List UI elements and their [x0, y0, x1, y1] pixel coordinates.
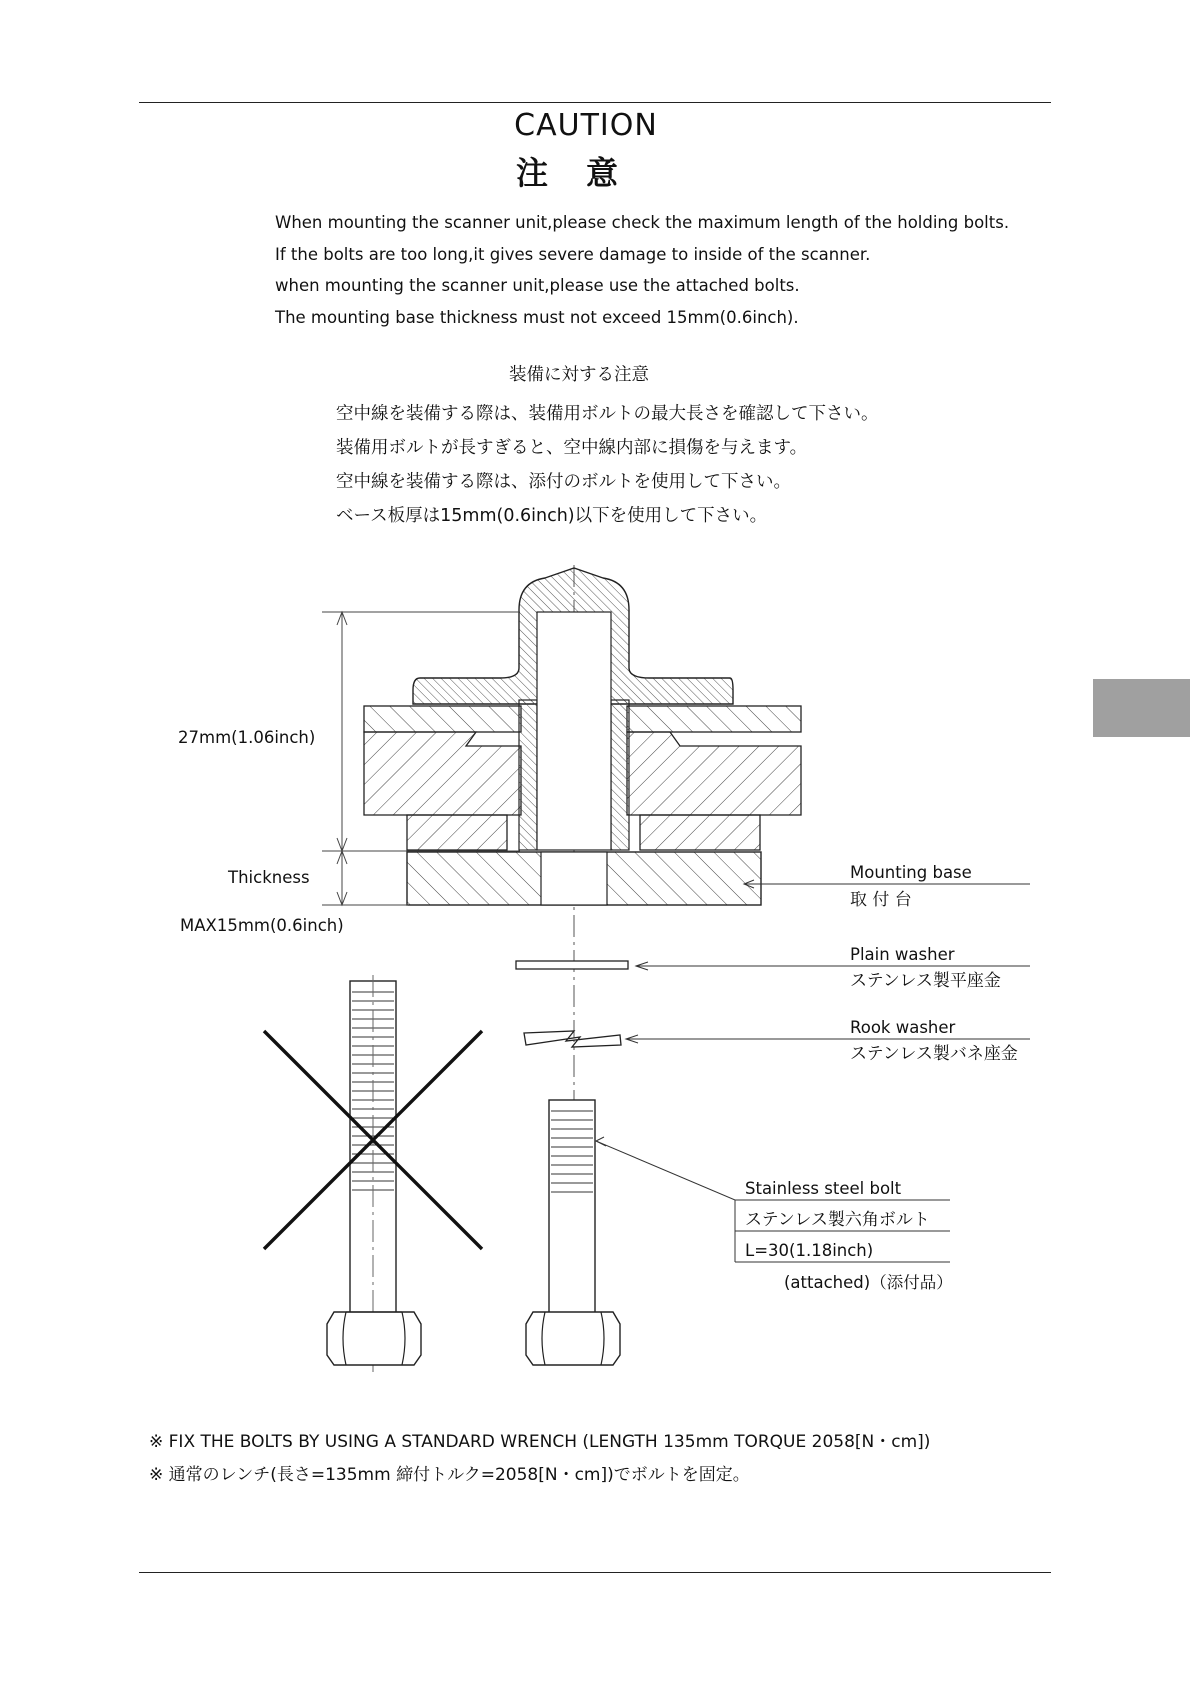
- plate-mid-right: [627, 732, 801, 815]
- insert-wall-left: [519, 700, 537, 850]
- instruction-line: When mounting the scanner unit,please check the maximum length of the holding bolts.: [275, 213, 1010, 232]
- plate-top-left: [364, 706, 521, 732]
- plate-low-left: [407, 815, 507, 850]
- rook-washer-label-ja: ステンレス製バネ座金: [850, 1044, 1018, 1064]
- bottom-rule: [139, 1572, 1051, 1573]
- bolt-length-label: L=30(1.18inch): [745, 1241, 874, 1260]
- thickness-max-label: MAX15mm(0.6inch): [180, 916, 344, 935]
- title-ja: 注意: [515, 154, 656, 192]
- base-hole: [541, 852, 607, 905]
- note-ja: ※ 通常のレンチ(長さ=135mm 締付トルク=2058[N・cm])でボルトを固定。: [149, 1465, 750, 1485]
- title-en: CAUTION: [514, 108, 658, 143]
- bolt-label-ja: ステンレス製六角ボルト: [745, 1210, 930, 1230]
- rook-washer-label-en: Rook washer: [850, 1018, 956, 1037]
- plain-washer-label-en: Plain washer: [850, 945, 955, 964]
- insert-wall-right: [611, 700, 629, 850]
- instruction-line-ja: ベース板厚は15mm(0.6inch)以下を使用して下さい。: [336, 506, 768, 526]
- instruction-line: The mounting base thickness must not exceed 15mm(0.6inch).: [275, 307, 799, 327]
- instruction-line-ja: 空中線を装備する際は、添付のボルトを使用して下さい。: [336, 472, 791, 492]
- instruction-line: If the bolts are too long,it gives severe damage to inside of the scanner.: [275, 244, 871, 264]
- plate-top-right: [627, 706, 801, 732]
- instructions-ja-heading: 装備に対する注意: [509, 365, 649, 385]
- mounting-base-label-en: Mounting base: [850, 863, 972, 882]
- note-en: ※ FIX THE BOLTS BY USING A STANDARD WRENCH (LENGTH 135mm TORQUE 2058[N・cm]): [149, 1432, 931, 1452]
- thickness-label: Thickness: [228, 868, 310, 887]
- mounting-base-label-ja: 取 付 台: [850, 890, 912, 910]
- plate-low-right: [640, 815, 760, 850]
- plain-washer: [516, 961, 628, 969]
- rook-washer: [524, 1031, 621, 1047]
- instruction-line-ja: 装備用ボルトが長すぎると、空中線内部に損傷を与えます。: [336, 438, 808, 458]
- instruction-line-ja: 空中線を装備する際は、装備用ボルトの最大長さを確認して下さい。: [336, 404, 879, 424]
- instruction-line: when mounting the scanner unit,please use the attached bolts.: [275, 276, 800, 295]
- dim-height-label: 27mm(1.06inch): [178, 728, 316, 747]
- bolt-attached-label: (attached)（添付品）: [784, 1273, 953, 1292]
- plain-washer-label-ja: ステンレス製平座金: [850, 971, 1001, 991]
- bolt-hole: [537, 612, 611, 850]
- attached-bolt: [526, 1100, 620, 1365]
- plate-mid-left: [364, 732, 521, 815]
- bolt-label-en: Stainless steel bolt: [745, 1179, 902, 1198]
